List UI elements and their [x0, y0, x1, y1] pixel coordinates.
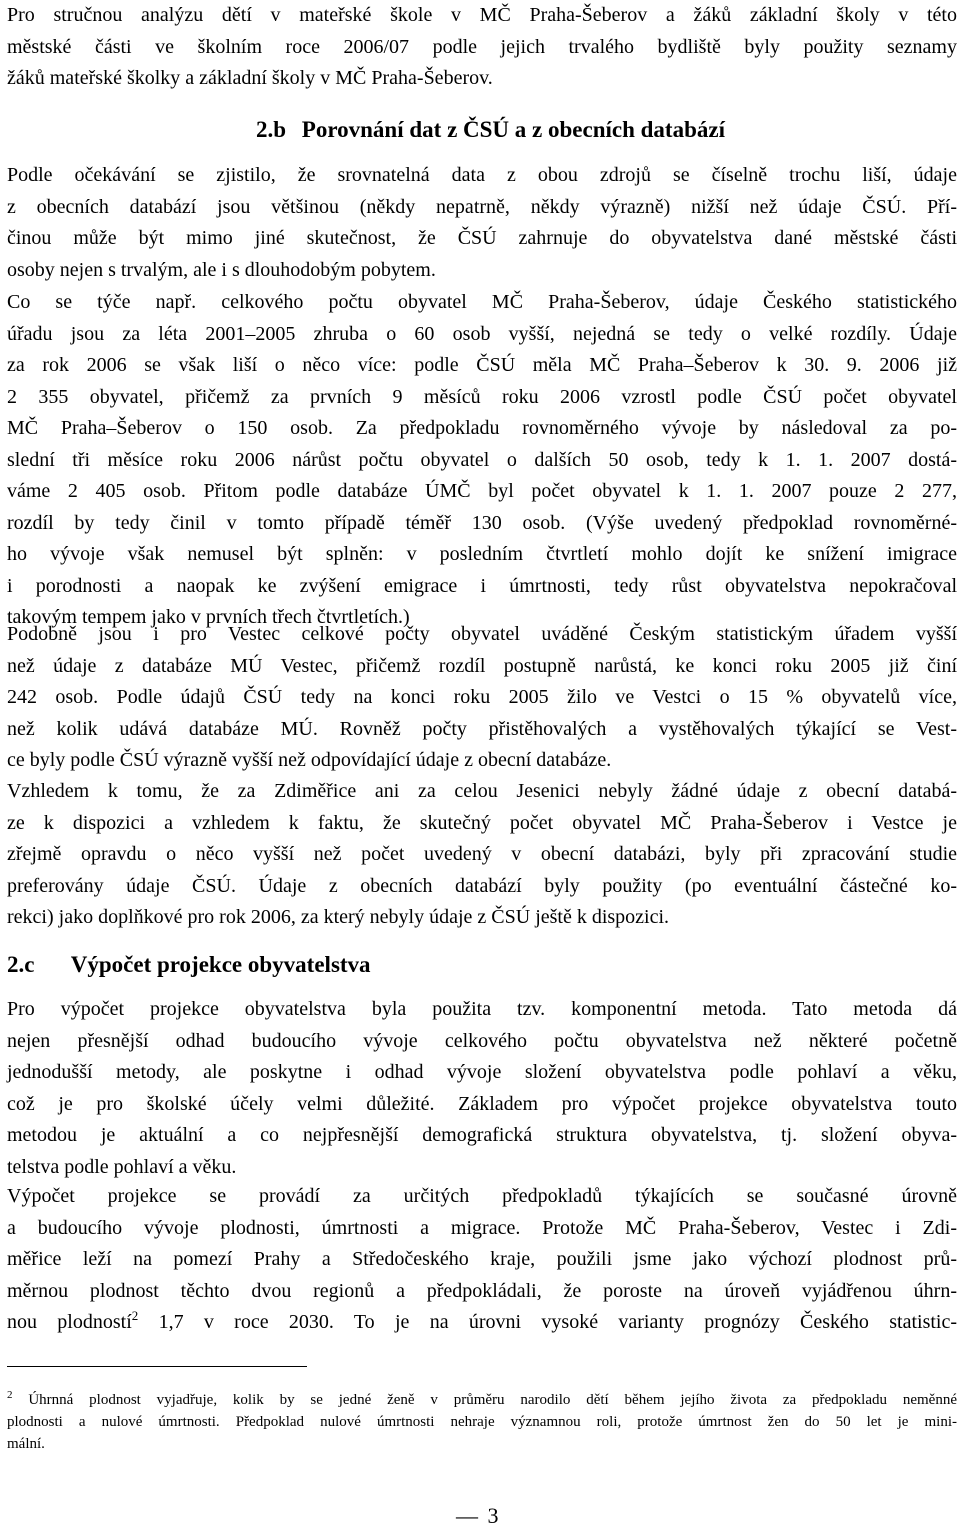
footnote-text: Úhrnná plodnost vyjadřuje, kolik by se jedné ženě v průměru narodilo dětí během jejího života za předpokladu neměnné	[12, 1392, 957, 1408]
footnote-line: plodnosti a nulové úmrtnosti. Předpoklad nulové úmrtnosti nehraje významnou roli, protože úmrtnost žen do 50 let je mini-	[7, 1414, 957, 1430]
text-line: metodou je aktuální a co nejpřesnější demografická struktura obyvatelstva, tj. složení obyva-	[7, 1124, 957, 1146]
text-line: než údaje z databáze MÚ Vestec, přičemž rozdíl postupně narůstá, ke konci roku 2005 již činí	[7, 654, 957, 677]
text-line: ho vývoje však nemusel být splněn: v posledním čtvrtletí mohlo dojít ke snížení imigrace	[7, 543, 957, 565]
text-line: MČ Praha–Šeberov o 150 osob. Za předpokladu rovnoměrného vývoje by následoval za po-	[7, 417, 957, 439]
text-line: slední tři měsíce roku 2006 nárůst počtu obyvatel o dalších 50 osob, tedy k 1. 1. 2007 dostá-	[7, 448, 957, 471]
paragraph-6	[7, 1181, 957, 1339]
text-line: rekci) jako doplňkové pro rok 2006, za který nebyly údaje z ČSÚ ještě k dispozici.	[7, 906, 670, 928]
text-line: osoby nejen s trvalým, ale i s dlouhodobým pobytem.	[7, 258, 436, 281]
text-line: i porodnosti a naopak ke zvýšení emigrace i úmrtnosti, tedy růst obyvatelstva nepokračoval	[7, 574, 957, 597]
page-number-value: 3	[487, 1503, 499, 1528]
text-line: Podle očekávání se zjistilo, že srovnatelná data z obou zdrojů se číselně trochu liší, údaje	[7, 164, 957, 186]
text-line: preferovány údaje ČSÚ. Údaje z obecních databází byly použity (po eventuální částečné ko-	[7, 874, 957, 897]
text-line: žáků mateřské školky a základní školy v MČ Praha-Šeberov.	[7, 67, 493, 89]
text-line: Pro výpočet projekce obyvatelstva byla použita tzv. komponentní metoda. Tato metoda dá	[7, 998, 957, 1020]
text-line: a budoucího vývoje plodnosti, úmrtnosti a migrace. Protože MČ Praha-Šeberov, Vestec i Zdi-	[7, 1216, 957, 1239]
text-line: Vzhledem k tomu, že za Zdiměřice ani za celou Jesenici nebyly žádné údaje z obecní databá-	[7, 780, 957, 802]
text-line: takovým tempem jako v prvních třech čtvrtletích.)	[7, 606, 410, 628]
text-line: Co se týče např. celkového počtu obyvatel MČ Praha-Šeberov, údaje Českého statistického	[7, 291, 957, 313]
text-line: 2 355 obyvatel, přičemž za prvních 9 měsíců roku 2006 vzrostl podle ČSÚ počet obyvatel	[7, 385, 957, 408]
page-number-dash: —	[456, 1503, 478, 1528]
paragraph-4	[7, 776, 957, 934]
footnote-line	[7, 1389, 957, 1411]
text-line: za rok 2006 se však liší o něco více: podle ČSÚ měla MČ Praha–Šeberov k 30. 9. 2006 již	[7, 354, 957, 376]
text-line: 242 osob. Podle údajů ČSÚ tedy na konci roku 2005 žilo ve Vestci o 15 % obyvatelů více,	[7, 686, 957, 708]
footnote-line: mální.	[7, 1436, 45, 1452]
text-line: činou může být mimo jiné skutečnost, že ČSÚ zahrnuje do obyvatelstva dané městské části	[7, 227, 957, 249]
text-line: než kolik udává databáze MÚ. Rovněž počty přistěhovalých a vystěhovalých týkající se Vest-	[7, 717, 957, 740]
text-line: zřejmě opravdu o něco vyšší než počet uvedený v obecní databázi, byly při zpracování studie	[7, 843, 957, 865]
section-number: 2.b	[256, 117, 287, 142]
text-line: měrnou plodnost těchto dvou regionů a předpokládali, že poroste na úroveň vyjádřenou úhrn-	[7, 1279, 957, 1302]
paragraph-intro	[7, 0, 957, 95]
footnote-marker: 2	[7, 1389, 13, 1401]
text-fragment: nou plodností	[7, 1311, 132, 1333]
footnote	[7, 1389, 957, 1455]
section-title: Výpočet projekce obyvatelstva	[70, 952, 371, 977]
section-heading-2b	[256, 115, 725, 145]
footnote-separator	[7, 1366, 307, 1367]
text-line: Výpočet projekce se provádí za určitých předpokladů týkajících se současné úrovně	[7, 1185, 957, 1207]
footnote-reference[interactable]: 2	[131, 1308, 139, 1323]
text-line: Pro stručnou analýzu dětí v mateřské škole v MČ Praha-Šeberov a žáků základní školy v této	[7, 4, 957, 26]
paragraph-3	[7, 619, 957, 777]
paragraph-5	[7, 994, 957, 1183]
paragraph-1	[7, 160, 957, 286]
text-line: úřadu jsou za léta 2001–2005 zhruba o 60 osob vyšší, nejedná se tedy o velké rozdíly. Údaje	[7, 322, 957, 345]
text-line: rozdíl by tedy činil v tomto případě téměř 130 osob. (Výše uvedený předpoklad rovnoměrné-	[7, 511, 957, 534]
section-title: Porovnání dat z ČSÚ a z obecních databází	[301, 117, 725, 142]
text-fragment: 1,7 v roce 2030. To je na úrovni vysoké varianty prognózy Českého statistic-	[138, 1311, 958, 1333]
text-line: měřice leží na pomezí Prahy a Středočeského kraje, použili jsme jako výchozí plodnost prů-	[7, 1248, 957, 1270]
text-line: Podobně jsou i pro Vestec celkové počty obyvatel uváděné Českým statistickým úřadem vyšší	[7, 623, 957, 645]
text-line: ce byly podle ČSÚ výrazně vyšší než odpovídající údaje z obecní databáze.	[7, 749, 612, 771]
page-number	[456, 1504, 499, 1528]
text-line	[7, 1307, 957, 1339]
text-line: nejen přesnější odhad budoucího vývoje celkového počtu obyvatelstva než některé početně	[7, 1029, 957, 1052]
text-line: což je pro školské účely velmi důležité. Základem pro výpočet projekce obyvatelstva touto	[7, 1092, 957, 1115]
text-line: z obecních databází jsou většinou (někdy nepatrně, někdy výrazně) nižší než údaje ČSÚ. Pří-	[7, 195, 957, 218]
paragraph-2	[7, 287, 957, 634]
text-line: jednodušší metody, ale poskytne i odhad vývoje složení obyvatelstva podle pohlaví a věku,	[7, 1061, 957, 1083]
section-heading-2c	[7, 950, 371, 980]
text-line: ze k dispozici a vzhledem k faktu, že skutečný počet obyvatel MČ Praha-Šeberov i Vestce je	[7, 811, 957, 834]
section-number: 2.c	[7, 952, 35, 977]
text-line: městské části ve školním roce 2006/07 podle jejich trvalého bydliště byly použity seznamy	[7, 35, 957, 58]
text-line: váme 2 405 osob. Přitom podle databáze ÚMČ byl počet obyvatel k 1. 1. 2007 pouze 2 277,	[7, 480, 957, 502]
text-line: telstva podle pohlaví a věku.	[7, 1155, 237, 1178]
